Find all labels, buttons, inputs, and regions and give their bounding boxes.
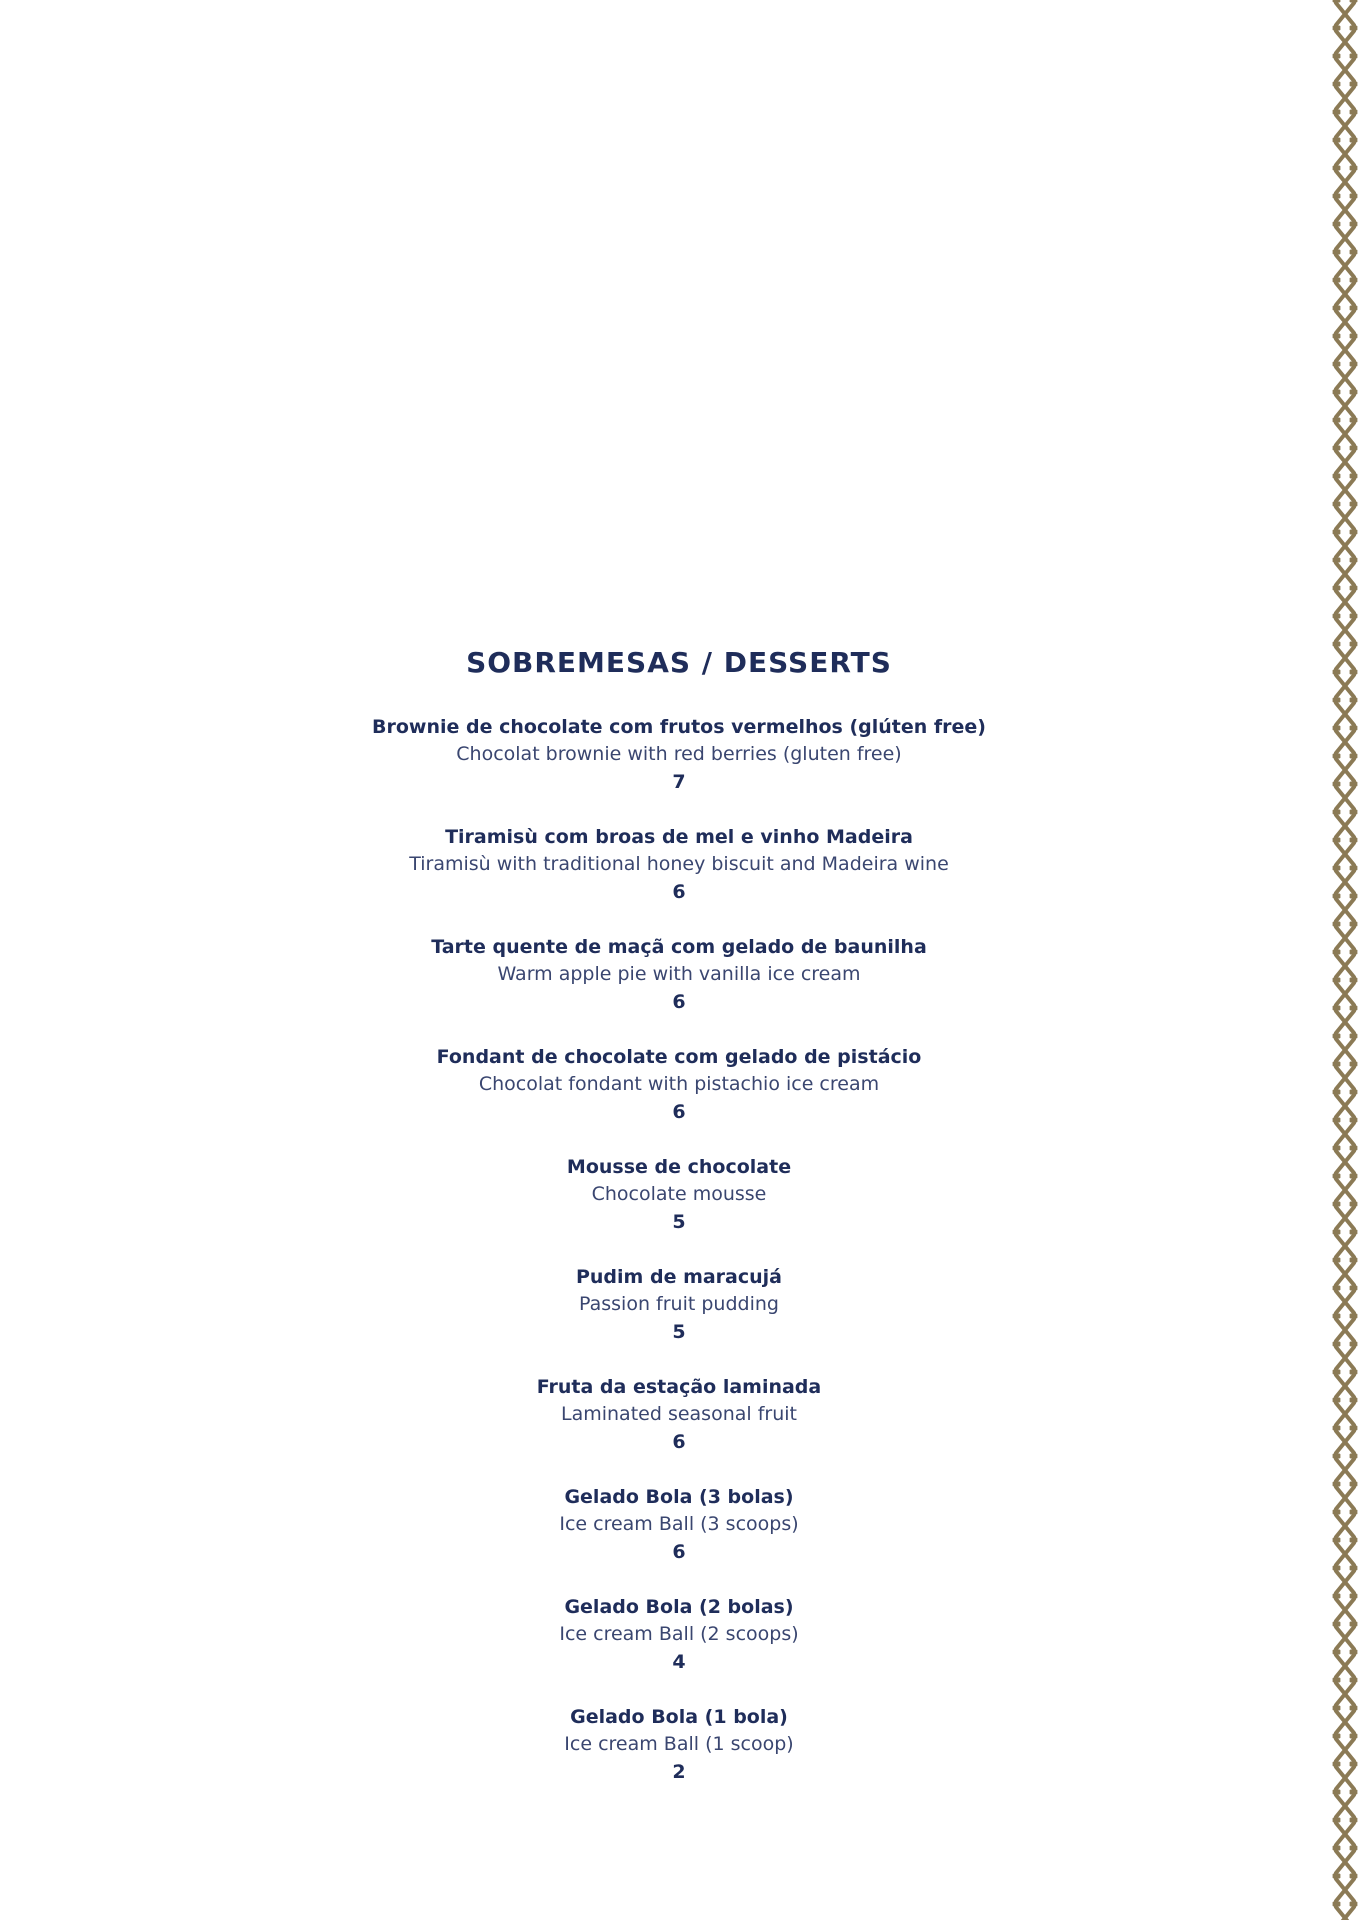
- item-price: 6: [672, 1541, 686, 1563]
- item-name-pt: Tarte quente de maçã com gelado de baunilha: [431, 936, 927, 958]
- item-name-en: Ice cream Ball (2 scoops): [559, 1623, 799, 1645]
- menu-item: [0, 1373, 1358, 1483]
- item-name-en: Tiramisù with traditional honey biscuit and Madeira wine: [409, 853, 949, 875]
- menu-item: [0, 1483, 1358, 1593]
- item-price: 6: [672, 881, 686, 903]
- item-price: 4: [672, 1651, 686, 1673]
- menu-title: SOBREMESAS / DESSERTS: [466, 646, 892, 679]
- menu-item: [0, 933, 1358, 1043]
- item-price: 6: [672, 1431, 686, 1453]
- item-name-en: Chocolate mousse: [591, 1183, 767, 1205]
- item-name-en: Laminated seasonal fruit: [561, 1403, 797, 1425]
- menu-item: [0, 823, 1358, 933]
- item-price: 7: [672, 771, 686, 793]
- menu-item: [0, 1263, 1358, 1373]
- item-name-pt: Brownie de chocolate com frutos vermelhos (glúten free): [372, 716, 986, 738]
- item-name-en: Chocolat fondant with pistachio ice cream: [478, 1073, 880, 1095]
- menu-item: [0, 713, 1358, 823]
- item-name-pt: Gelado Bola (1 bola): [570, 1706, 788, 1728]
- item-name-pt: Fondant de chocolate com gelado de pistácio: [436, 1046, 922, 1068]
- item-name-en: Warm apple pie with vanilla ice cream: [497, 963, 861, 985]
- menu-item: [0, 1593, 1358, 1703]
- menu-item: [0, 1153, 1358, 1263]
- menu-item: [0, 1043, 1358, 1153]
- item-name-pt: Gelado Bola (3 bolas): [564, 1486, 794, 1508]
- item-price: 6: [672, 1101, 686, 1123]
- item-name-pt: Pudim de maracujá: [575, 1266, 782, 1288]
- item-name-en: Ice cream Ball (3 scoops): [559, 1513, 799, 1535]
- dessert-menu: [0, 643, 1358, 1813]
- menu-item: [0, 1703, 1358, 1813]
- item-price: 2: [672, 1761, 686, 1783]
- item-name-pt: Mousse de chocolate: [566, 1156, 792, 1178]
- item-name-pt: Fruta da estação laminada: [536, 1376, 822, 1398]
- item-name-en: Passion fruit pudding: [579, 1293, 779, 1315]
- item-price: 6: [672, 991, 686, 1013]
- item-name-pt: Gelado Bola (2 bolas): [564, 1596, 794, 1618]
- item-name-en: Ice cream Ball (1 scoop): [564, 1733, 794, 1755]
- item-price: 5: [672, 1321, 686, 1343]
- item-name-pt: Tiramisù com broas de mel e vinho Madeira: [445, 826, 913, 848]
- item-name-en: Chocolat brownie with red berries (gluten free): [456, 743, 902, 765]
- item-price: 5: [672, 1211, 686, 1233]
